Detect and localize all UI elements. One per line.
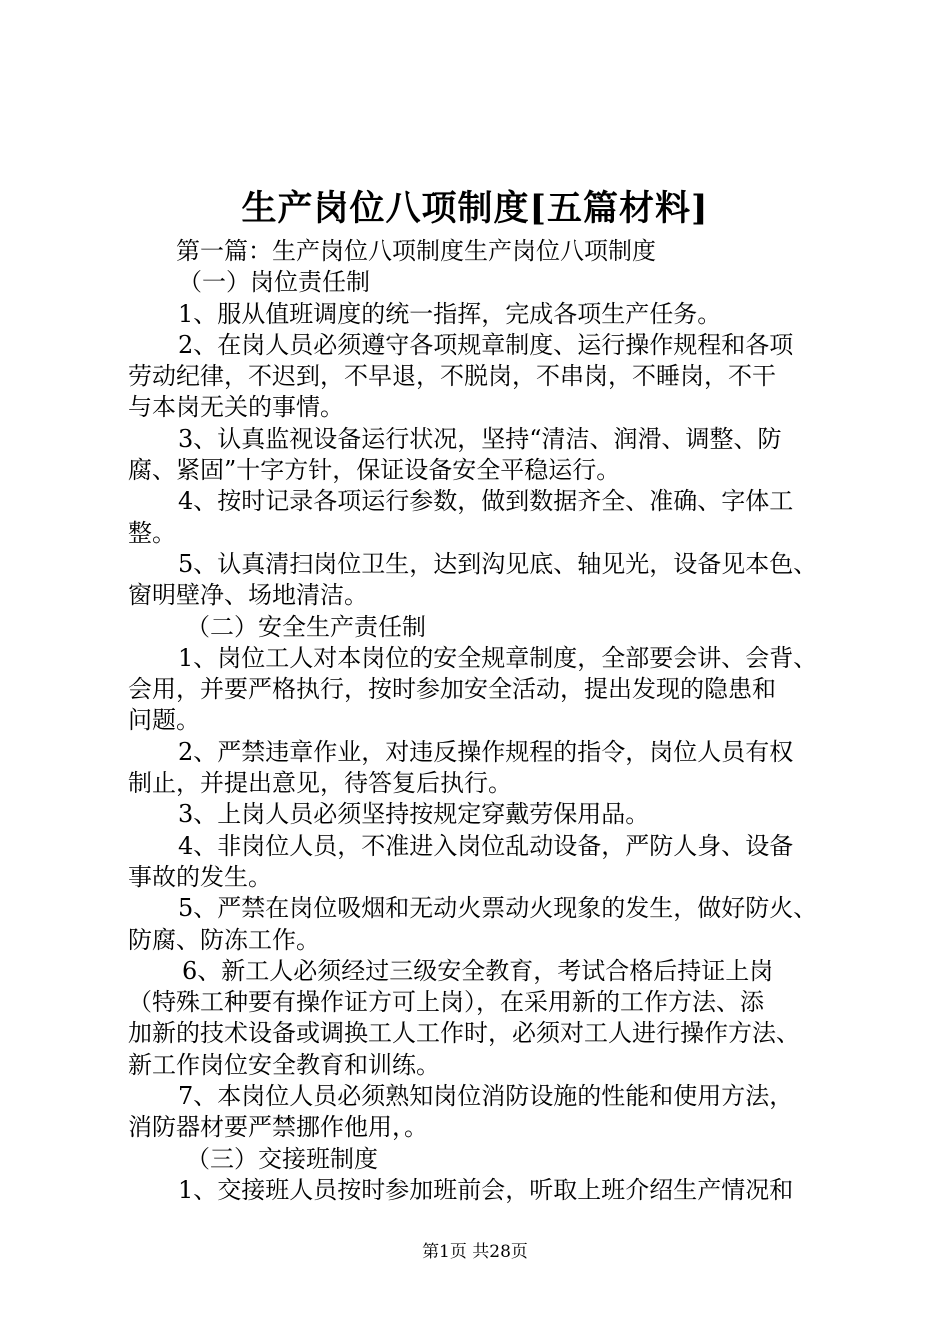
chapter-heading: 第一篇：生产岗位八项制度生产岗位八项制度 <box>176 237 656 265</box>
paragraph-line: 加新的技术设备或调换工人工作时，必须对工人进行操作方法、 <box>128 1019 800 1048</box>
paragraph-line: 新工作岗位安全教育和训练。 <box>128 1050 440 1079</box>
paragraph-line: 5、严禁在岗位吸烟和无动火票动火现象的发生，做好防火、 <box>178 894 818 923</box>
paragraph-line: 问题。 <box>128 706 200 735</box>
paragraph-line: 7、本岗位人员必须熟知岗位消防设施的性能和使用方法， <box>178 1082 794 1111</box>
paragraph-line: （特殊工种要有操作证方可上岗），在采用新的工作方法、添 <box>128 988 764 1017</box>
paragraph-line: 劳动纪律，不迟到，不早退，不脱岗，不串岗，不睡岗，不干 <box>128 362 776 391</box>
paragraph-line: 6、新工人必须经过三级安全教育，考试合格后持证上岗 <box>182 956 774 985</box>
paragraph-line: 防腐、防冻工作。 <box>128 925 320 954</box>
paragraph-line: 4、按时记录各项运行参数，做到数据齐全、准确、字体工 <box>178 487 794 516</box>
paragraph-line: 制止，并提出意见，待答复后执行。 <box>128 769 512 798</box>
paragraph-line: 4、非岗位人员，不准进入岗位乱动设备，严防人身、设备 <box>178 831 794 860</box>
paragraph-line: 腐、紧固”十字方针，保证设备安全平稳运行。 <box>128 456 621 485</box>
section-heading: （三）交接班制度 <box>186 1144 378 1173</box>
section-heading: （二）安全生产责任制 <box>186 612 426 641</box>
paragraph-line: 1、岗位工人对本岗位的安全规章制度，全部要会讲、会背、 <box>178 643 818 672</box>
paragraph-line: 2、严禁违章作业，对违反操作规程的指令，岗位人员有权 <box>178 737 794 766</box>
paragraph-line: 消防器材要严禁挪作他用，。 <box>128 1113 428 1142</box>
paragraph-line: 事故的发生。 <box>128 862 272 891</box>
paragraph-line: 5、认真清扫岗位卫生，达到沟见底、轴见光，设备见本色、 <box>178 549 818 578</box>
paragraph-line: 1、交接班人员按时参加班前会，听取上班介绍生产情况和 <box>178 1175 794 1204</box>
page-number-footer: 第1页 共28页 <box>422 1242 528 1262</box>
paragraph-line: 2、在岗人员必须遵守各项规章制度、运行操作规程和各项 <box>178 330 794 359</box>
paragraph-line: 会用，并要严格执行，按时参加安全活动，提出发现的隐患和 <box>128 675 776 704</box>
paragraph-line: 整。 <box>128 518 176 547</box>
paragraph-line: 1、服从值班调度的统一指挥，完成各项生产任务。 <box>178 299 722 328</box>
paragraph-line: 与本岗无关的事情。 <box>128 393 344 422</box>
document-body <box>128 236 828 1206</box>
document-title: 生产岗位八项制度[五篇材料] <box>241 188 709 229</box>
paragraph-line: 3、上岗人员必须坚持按规定穿戴劳保用品。 <box>178 800 650 829</box>
paragraph-line: 窗明壁净、场地清洁。 <box>128 581 368 610</box>
paragraph-line: 3、认真监视设备运行状况，坚持“清洁、润滑、调整、防 <box>178 424 782 453</box>
section-heading: （一）岗位责任制 <box>178 268 370 297</box>
